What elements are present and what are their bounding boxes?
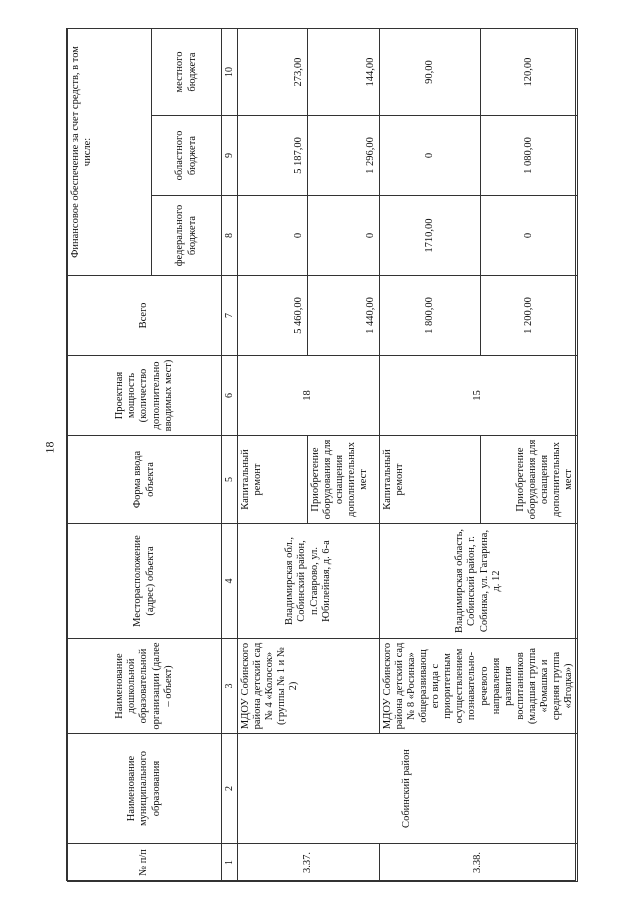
table-row bbox=[238, 29, 308, 882]
header-federal: федерального бюджета bbox=[152, 196, 222, 276]
col-number: 4 bbox=[222, 524, 238, 639]
federal-cell: 0 bbox=[238, 196, 308, 276]
regional-cell: 5 187,00 bbox=[238, 116, 308, 196]
local-cell: 144,00 bbox=[308, 29, 380, 116]
col-number: 9 bbox=[222, 116, 238, 196]
row-number: 3.37. bbox=[238, 844, 380, 882]
col-number: 6 bbox=[222, 356, 238, 436]
header-regional: областного бюджета bbox=[152, 116, 222, 196]
header-organization: Наименование дошкольной образовательной организации (далее – объект) bbox=[68, 639, 222, 734]
regional-cell: 1 296,00 bbox=[308, 116, 380, 196]
regional-cell: 1 080,00 bbox=[481, 116, 578, 196]
header-form: Форма ввода объекта bbox=[68, 436, 222, 524]
col-number: 3 bbox=[222, 639, 238, 734]
table-sheet bbox=[66, 28, 576, 881]
header-municipality: Наименование муниципального образования bbox=[68, 734, 222, 844]
col-number: 2 bbox=[222, 734, 238, 844]
municipality-cell: Собинский район bbox=[238, 734, 578, 844]
header-total: Всего bbox=[68, 276, 222, 356]
page-number: 18 bbox=[42, 441, 57, 454]
header-local: местного бюджета bbox=[152, 29, 222, 116]
form-cell: Капитальный ремонт bbox=[380, 436, 481, 524]
column-numbers-row bbox=[222, 29, 238, 882]
local-cell: 90,00 bbox=[380, 29, 481, 116]
row-number: 3.38. bbox=[380, 844, 578, 882]
form-cell: Приобретение оборудования для оснащения дополнительных мест bbox=[308, 436, 380, 524]
header-row-1 bbox=[68, 29, 152, 882]
total-cell: 1 200,00 bbox=[481, 276, 578, 356]
col-number: 1 bbox=[222, 844, 238, 882]
organization-cell: МДОУ Собинского района детский сад № 4 «Колосок» (группы № 1 и № 2) bbox=[238, 639, 380, 734]
header-num: № п/п bbox=[68, 844, 222, 882]
capacity-cell: 18 bbox=[238, 356, 380, 436]
header-address: Месторасположение (адрес) объекта bbox=[68, 524, 222, 639]
form-cell: Капитальный ремонт bbox=[238, 436, 308, 524]
col-number: 8 bbox=[222, 196, 238, 276]
col-number: 7 bbox=[222, 276, 238, 356]
col-number: 10 bbox=[222, 29, 238, 116]
federal-cell: 0 bbox=[308, 196, 380, 276]
local-cell: 273,00 bbox=[238, 29, 308, 116]
address-cell: Владимирская область, Собинский район, г. Собинка, ул. Гагарина, д. 12 bbox=[380, 524, 578, 639]
regional-cell: 0 bbox=[380, 116, 481, 196]
financing-table bbox=[67, 28, 578, 882]
form-cell: Приобретение оборудования для оснащения дополнительных мест bbox=[481, 436, 578, 524]
total-cell: 5 460,00 bbox=[238, 276, 308, 356]
organization-cell: МДОУ Собинского района детский сад № 8 «Росинка» общеразвивающ его вида с приоритетным осуществлением познавательно-речевого направления развития воспитанников (младшая группа «Ромашка и средняя группа «Ягодка») bbox=[380, 639, 578, 734]
federal-cell: 0 bbox=[481, 196, 578, 276]
federal-cell: 1710,00 bbox=[380, 196, 481, 276]
col-number: 5 bbox=[222, 436, 238, 524]
header-capacity: Проектная мощность (количество дополнительно вводимых мест) bbox=[68, 356, 222, 436]
rotated-table-wrapper bbox=[67, 29, 577, 882]
total-cell: 1 800,00 bbox=[380, 276, 481, 356]
local-cell: 120,00 bbox=[481, 29, 578, 116]
header-financing-group: Финансовое обеспечение за счет средств, в том числе: bbox=[68, 29, 152, 276]
capacity-cell: 15 bbox=[380, 356, 578, 436]
total-cell: 1 440,00 bbox=[308, 276, 380, 356]
address-cell: Владимирская обл., Собинский район, п.Ставрово, ул. Юбилейная, д. 6-а bbox=[238, 524, 380, 639]
